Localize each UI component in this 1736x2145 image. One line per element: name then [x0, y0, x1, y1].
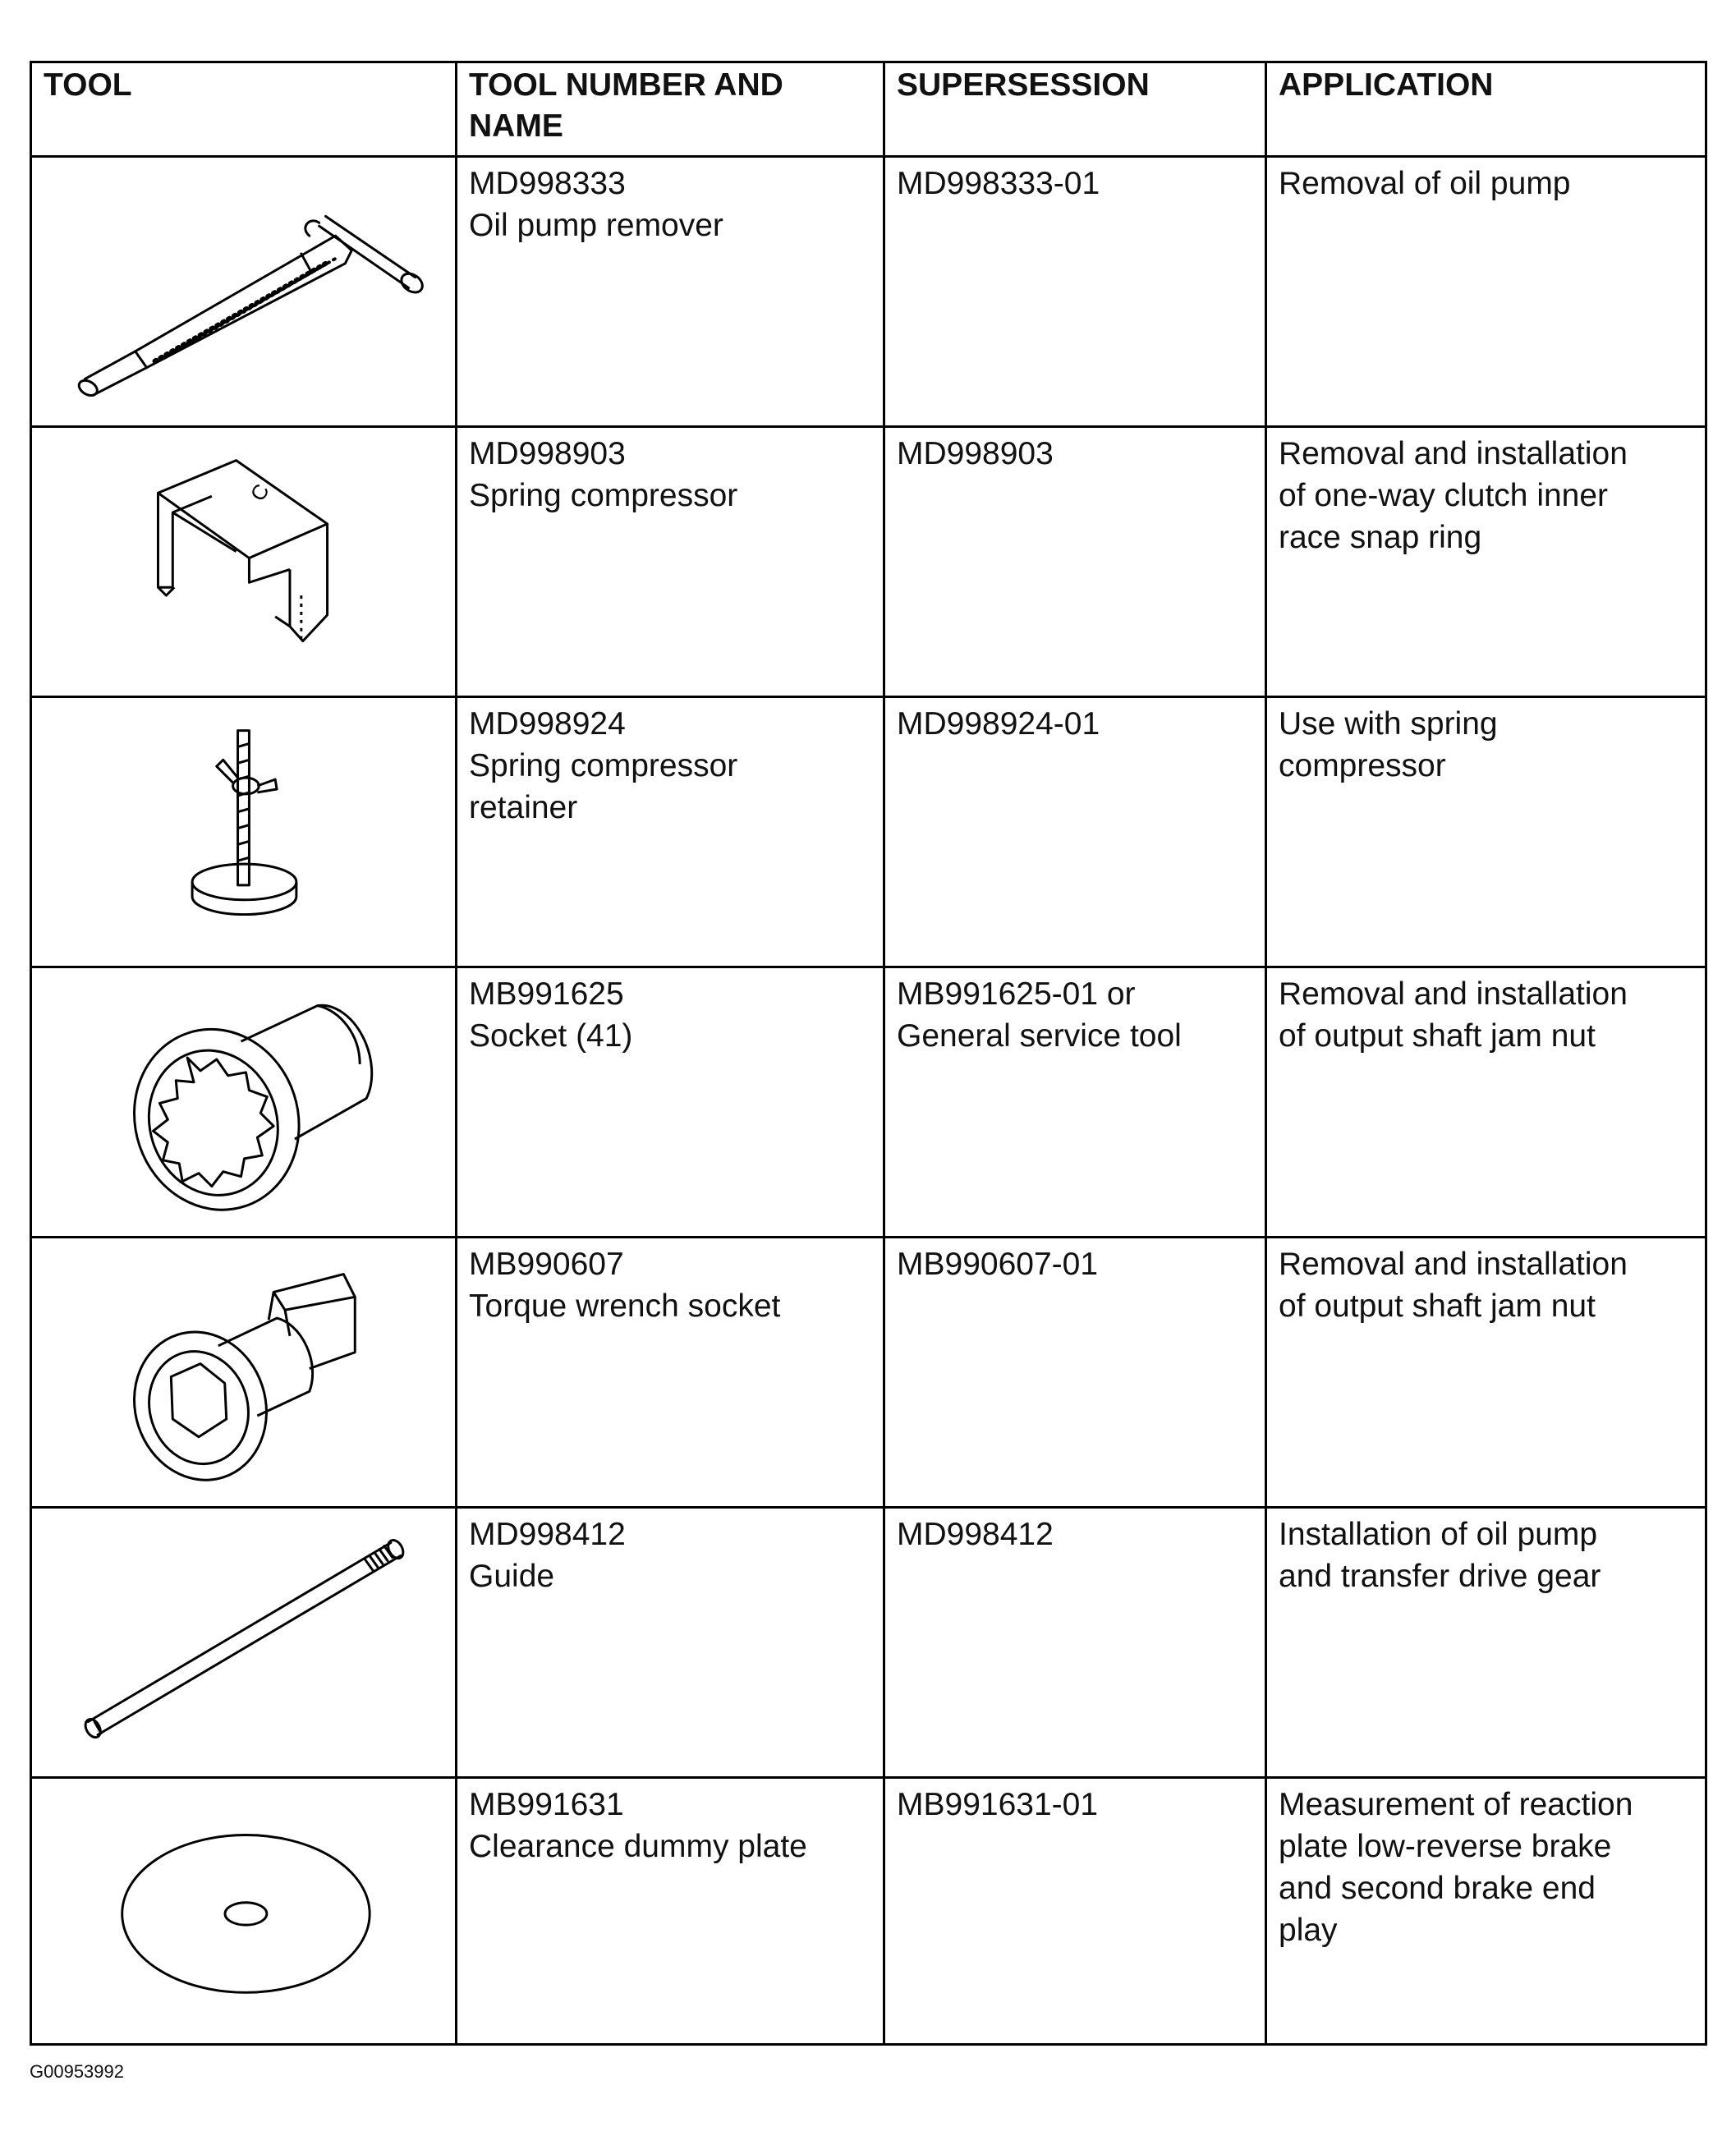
- application-cell: [1266, 427, 1706, 697]
- tool-number-name-cell: [457, 1238, 884, 1508]
- application-text-line2: of one-way clutch inner: [1279, 478, 1609, 513]
- supersession-text: MD998924-01: [897, 706, 1100, 742]
- special-tools-table: [30, 61, 1707, 2046]
- tool-name-line1: Spring compressor: [469, 748, 738, 783]
- application-text-line2: of output shaft jam nut: [1279, 1288, 1596, 1324]
- tool-illustration-cell: [31, 1778, 457, 2045]
- spring-compressor-icon: [32, 428, 455, 696]
- tool-number: MD998412: [469, 1517, 626, 1552]
- table-row: [31, 1508, 1706, 1778]
- application-cell: [1266, 157, 1706, 427]
- guide-rod-icon: [32, 1509, 455, 1776]
- table-row: [31, 1778, 1706, 2045]
- supersession-cell: [884, 967, 1266, 1238]
- application-text-line3: race snap ring: [1279, 520, 1482, 555]
- supersession-cell: [884, 427, 1266, 697]
- table-header-row: [31, 62, 1706, 157]
- application-text: Removal of oil pump: [1279, 166, 1571, 201]
- socket-icon: [32, 968, 455, 1236]
- supersession-text: MD998412: [897, 1517, 1054, 1552]
- supersession-cell: [884, 1778, 1266, 2045]
- tool-name: Clearance dummy plate: [469, 1829, 807, 1864]
- tool-number-name-cell: [457, 967, 884, 1238]
- tool-name-line2: retainer: [469, 790, 578, 825]
- figure-code: G00953992: [30, 2061, 124, 2082]
- application-text-line2: and transfer drive gear: [1279, 1559, 1601, 1594]
- tool-number-name-cell: [457, 1778, 884, 2045]
- tool-illustration-cell: [31, 427, 457, 697]
- header-tool-number-line1: TOOL NUMBER AND: [469, 67, 783, 103]
- application-text-line3: and second brake end: [1279, 1871, 1596, 1906]
- application-text-line1: Removal and installation: [1279, 1247, 1628, 1282]
- tool-number-name-cell: [457, 697, 884, 967]
- application-text-line1: Removal and installation: [1279, 436, 1628, 471]
- table-row: [31, 1238, 1706, 1508]
- header-supersession: SUPERSESSION: [884, 62, 1266, 157]
- oil-pump-remover-icon: [32, 158, 455, 425]
- tool-name: Oil pump remover: [469, 208, 723, 243]
- tool-number: MB990607: [469, 1247, 624, 1282]
- supersession-text: MD998333-01: [897, 166, 1100, 201]
- supersession-text: MB991631-01: [897, 1787, 1099, 1822]
- supersession-cell: [884, 1508, 1266, 1778]
- table-row: [31, 427, 1706, 697]
- tool-number: MD998333: [469, 166, 626, 201]
- application-text-line2: plate low-reverse brake: [1279, 1829, 1612, 1864]
- application-text-line1: Installation of oil pump: [1279, 1517, 1598, 1552]
- tool-number: MB991625: [469, 976, 624, 1012]
- tool-name: Torque wrench socket: [469, 1288, 781, 1324]
- tool-number: MB991631: [469, 1787, 624, 1822]
- header-application: APPLICATION: [1266, 62, 1706, 157]
- application-cell: [1266, 697, 1706, 967]
- table-row: [31, 697, 1706, 967]
- supersession-text: MB990607-01: [897, 1247, 1099, 1282]
- application-text-line1: Use with spring: [1279, 706, 1498, 742]
- tool-number: MD998924: [469, 706, 626, 742]
- tool-illustration-cell: [31, 697, 457, 967]
- torque-wrench-socket-icon: [32, 1238, 455, 1506]
- table-row: [31, 967, 1706, 1238]
- tool-name: Guide: [469, 1559, 555, 1594]
- tool-number-name-cell: [457, 427, 884, 697]
- clearance-dummy-plate-icon: [32, 1779, 455, 2043]
- application-cell: [1266, 1508, 1706, 1778]
- tool-illustration-cell: [31, 967, 457, 1238]
- svg-text:C: C: [246, 480, 274, 506]
- application-cell: [1266, 1778, 1706, 2045]
- tool-name: Spring compressor: [469, 478, 738, 513]
- application-text-line2: of output shaft jam nut: [1279, 1018, 1596, 1054]
- header-tool: TOOL: [31, 62, 457, 157]
- tool-table-sheet: [30, 61, 1705, 2048]
- tool-name: Socket (41): [469, 1018, 633, 1054]
- supersession-text-line1: MB991625-01 or: [897, 976, 1136, 1012]
- tool-illustration-cell: [31, 157, 457, 427]
- application-cell: [1266, 1238, 1706, 1508]
- supersession-text: MD998903: [897, 436, 1054, 471]
- tool-number-name-cell: [457, 1508, 884, 1778]
- tool-illustration-cell: [31, 1238, 457, 1508]
- application-cell: [1266, 967, 1706, 1238]
- supersession-cell: [884, 157, 1266, 427]
- application-text-line1: Measurement of reaction: [1279, 1787, 1633, 1822]
- table-row: [31, 157, 1706, 427]
- tool-number-name-cell: [457, 157, 884, 427]
- application-text-line1: Removal and installation: [1279, 976, 1628, 1012]
- spring-compressor-retainer-icon: [32, 698, 455, 966]
- header-tool-number-line2: NAME: [469, 108, 563, 144]
- application-text-line4: play: [1279, 1913, 1338, 1948]
- supersession-text-line2: General service tool: [897, 1018, 1182, 1054]
- tool-number: MD998903: [469, 436, 626, 471]
- header-tool-number-and-name: [457, 62, 884, 157]
- supersession-cell: [884, 1238, 1266, 1508]
- supersession-cell: [884, 697, 1266, 967]
- tool-illustration-cell: [31, 1508, 457, 1778]
- application-text-line2: compressor: [1279, 748, 1446, 783]
